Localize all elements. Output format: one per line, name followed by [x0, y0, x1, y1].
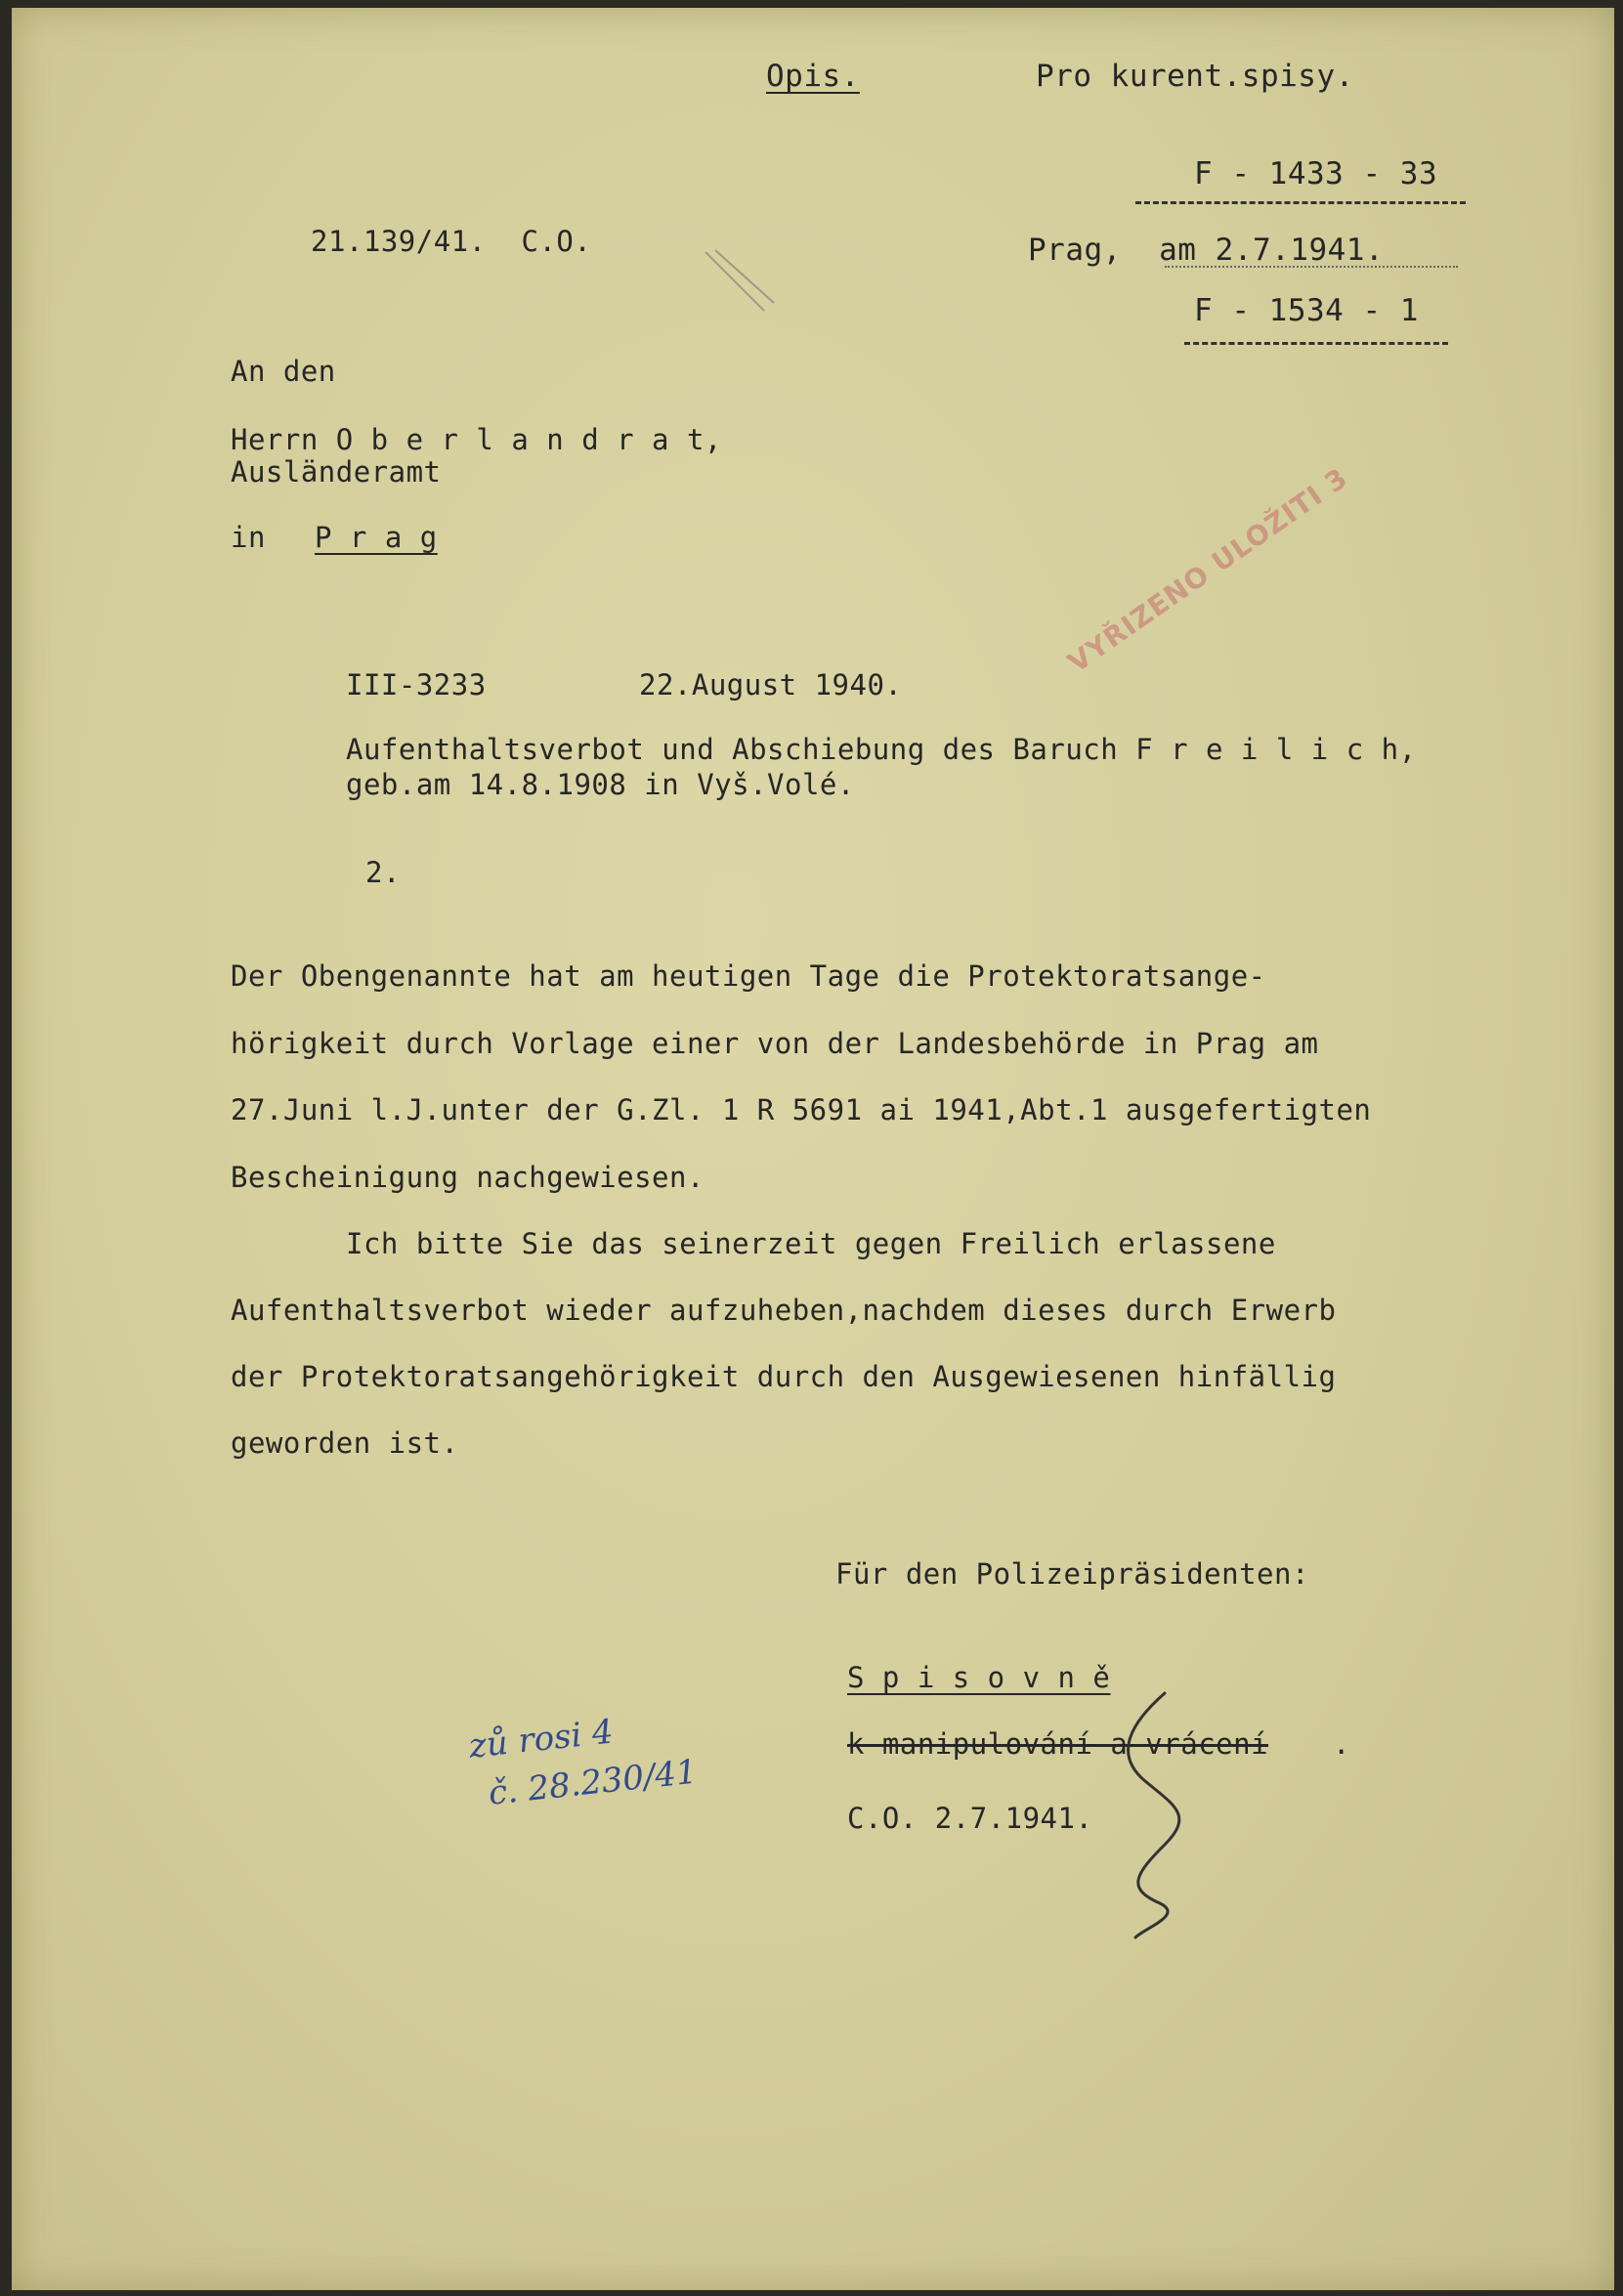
- body-line: Der Obengenannte hat am heutigen Tage die Protektoratsange-: [231, 959, 1266, 993]
- body-line: 27.Juni l.J.unter der G.Zl. 1 R 5691 ai 1941,Abt.1 ausgefertigten: [231, 1093, 1372, 1127]
- place-date: Prag, am 2.7.1941.: [1028, 233, 1385, 268]
- file-reference-2: F - 1534 - 1: [1194, 293, 1419, 328]
- body-line: hörigkeit durch Vorlage einer von der Landesbehörde in Prag am: [231, 1027, 1319, 1060]
- handwritten-note-line-2: č. 28.230/41: [487, 1752, 700, 1813]
- reference-divider-2: [1184, 342, 1448, 345]
- pencil-mark: [696, 242, 784, 330]
- subject-line-1: Aufenthaltsverbot und Abschiebung des Baruch F r e i l i c h,: [346, 733, 1417, 766]
- body-line: der Protektoratsangehörigkeit durch den Ausgewiesenen hinfällig: [231, 1360, 1337, 1393]
- archive-stamp: VYŘIZENO ULOŽITI 3: [1062, 461, 1354, 680]
- filing-note: Pro kurent.spisy.: [1036, 59, 1354, 94]
- subject-line-2: geb.am 14.8.1908 in Vyš.Volé.: [346, 768, 855, 801]
- handwritten-note-line-1: zů rosi 4: [467, 1712, 616, 1766]
- document-page: [12, 8, 1614, 2290]
- subject-reference-date: 22.August 1940.: [639, 668, 903, 702]
- reference-divider: [1135, 201, 1466, 204]
- archive-label: S p i s o v n ě: [847, 1661, 1111, 1694]
- manipulation-note-end: .: [1333, 1727, 1350, 1761]
- body-line: Aufenthaltsverbot wieder aufzuheben,nachdem dieses durch Erwerb: [231, 1294, 1337, 1327]
- manipulation-note: k manipulování a vrácení: [847, 1727, 1269, 1761]
- addressee-city-prefix: in: [231, 521, 266, 554]
- body-line: geworden ist.: [231, 1426, 459, 1460]
- signoff: Für den Polizeipräsidenten:: [835, 1557, 1309, 1591]
- subject-reference: III-3233: [346, 668, 487, 702]
- date-underline: [1165, 266, 1458, 268]
- signature-scribble: [1106, 1688, 1223, 1942]
- body-line: Ich bitte Sie das seinerzeit gegen Freilich erlassene: [346, 1227, 1276, 1260]
- file-reference-1: F - 1433 - 33: [1194, 156, 1438, 191]
- copy-label: Opis.: [766, 59, 860, 94]
- co-date: C.O. 2.7.1941.: [847, 1802, 1093, 1835]
- document-reference: 21.139/41. C.O.: [311, 225, 592, 258]
- body-line: Bescheinigung nachgewiesen.: [231, 1161, 705, 1194]
- paragraph-number: 2.: [365, 856, 401, 889]
- addressee-line-2: Herrn O b e r l a n d r a t,: [231, 423, 722, 456]
- addressee-city: P r a g: [315, 521, 438, 554]
- addressee-line-3: Ausländeramt: [231, 455, 442, 489]
- addressee-line-1: An den: [231, 355, 336, 388]
